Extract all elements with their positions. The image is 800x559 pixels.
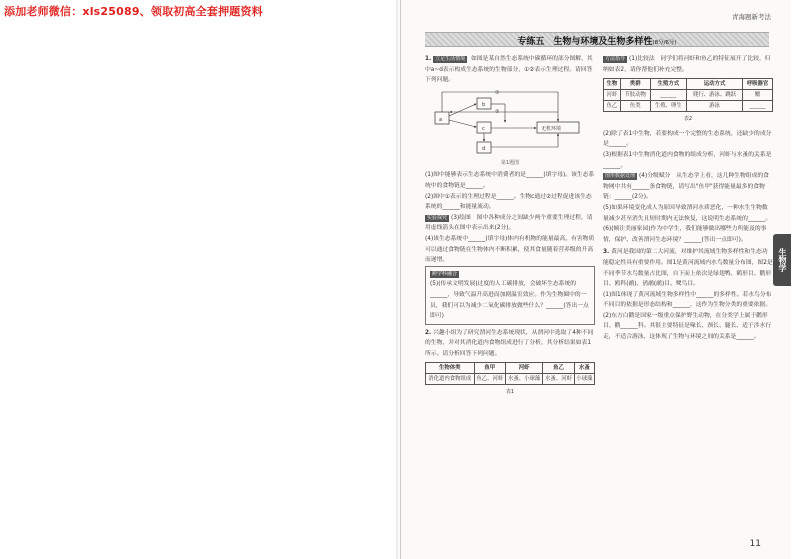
table-row [426,374,595,385]
q2-part-3: (3)根据表1中生物消化道内食物的组成分析，河虾与水蚤的关系是______。 [603,151,772,169]
q1-part-2: (2)图中①表示的生理过程是______。生物c通过②过程促进该生态系统的______和能量流动。 [425,193,592,211]
book-page [400,0,791,559]
section-title-text: 专练五 生物与环境及生物多样性 [517,37,653,47]
q2-part-4-tag: 图形数据处理 [605,173,636,180]
table-cell: 水蚤、河虾 [543,374,575,385]
q2-part-1-tag: 方法指导 [605,56,626,62]
table-cell: 生殖、卵生 [650,101,686,112]
table-header-cell: 鱼甲 [474,363,506,374]
q1-part-1: (1)图中能够表示生态系统中消费者的是______(填字母)。该生态系统中的食物链是______。 [425,172,595,189]
table-header-cell: 呼吸器官 [743,79,773,90]
table-cell: ______ [743,101,773,112]
diagram-arrows [433,88,583,156]
node-a-label: a [439,116,443,123]
q3-part-1: (1)图1体现了黄河流域生物多样性中______的多样性。若水鸟分布不同目的依据是形态结构和______，这作为生物分类的重要依据。 [603,291,772,309]
table-header-cell: 生物 [604,79,621,90]
q2-part-6: (6)(倾注美丽家园)作为中学生，我们能够做出哪些力所能及的事情，保护、改善渭河生态环境？______(答出一点即可)。 [603,226,767,243]
right-column [603,54,773,343]
table-header-cell: 生殖方式 [650,79,686,90]
page-header: 青海题新考法 [732,13,771,21]
q1-part-5: (5)(传承文明发展)过度的人工碳排放，会破坏生态系统的______，导致气温升高进而加剧温室效应。作为生物圈中的一员，我们可以为减少二氧化碳排放做些什么？______(答出一点即可) [430,281,589,320]
q2-part-2: (2)除了表1中生物，若要构成一个完整的生态系统，还缺少的成分是______。 [603,130,772,148]
table-2 [603,78,773,112]
table-cell: 小球藻 [574,374,594,385]
subject-side-tab: 生物学 [773,234,791,286]
process-2-label: ② [495,108,500,115]
table-header-cell: 河虾 [506,363,543,374]
table-header-cell: 水蚤 [574,363,594,374]
section-score-note: (8分/6分) [652,40,677,46]
diagram-caption: 第1题图 [500,159,520,166]
table-row [426,363,595,374]
question-intro: 黄河是我国的第二大河流，对维护其流域生物多样性和生态功能稳定性具有重要作用。图1是黄河流域内水鸟数量分布图，图2是不同季节水鸟数量占比图，自下而上依次是绿翅鸭、鹤形目、鹳形目、鸥科(鹬)、鸻鹬(鹬)目、鹭鸟目。 [603,249,773,288]
table-cell: 游泳 [687,101,743,112]
page-number: 11 [749,539,761,549]
q2-part-1 [603,54,773,75]
table-cell: 水蚤、小球藻 [506,374,543,385]
table-header-cell: 类群 [620,79,650,90]
carbon-cycle-diagram [433,88,583,156]
node-b-label: b [482,101,486,108]
q1-part-5-box [425,266,595,325]
q1-part-4: (4)该生态系统中______(填字母)体内有机物的能量最高，有害物质可以通过食物链在生物体内不断积累，使其食量随着营养级的升高而递增。 [425,235,595,264]
q3-part-2: (2)东方白鹳是国家一级重点保护野生动物，在分类学上属于鹳形目、鹳______科。其很主要特征是喙长、颈长、腿长、适于涉水行走，不适合游泳，这体现了生物与环境之间的关系是______。 [603,312,772,341]
table-header-cell: 鱼乙 [543,363,575,374]
q1-part-3-tag: 实验探究 [427,214,448,221]
question-1 [425,54,595,86]
process-1-label: ① [495,89,500,96]
q1-part-5-tag: 跨学科融合 [432,270,458,277]
table-row [604,90,773,101]
q2-part-5: (5)如果环境变化成人为原因导致渭河水质恶化，一种水生生物数量减少甚至消失且短时期内无法恢复，这说明生态系统的______。 [603,204,772,222]
section-title [425,34,769,47]
table-cell: 消化道内食物组成 [426,374,475,385]
q2-part-4-text: (4)分级赋分 从生态学上看，这几种生物组成的食物网中共有______条食物链，请写出"鱼甲"获得能量最多的食物链：______(2分)。 [603,173,769,201]
table-cell: 鱼类 [620,101,650,112]
question-intro: 兴趣小组为了研究渭河生态系统现状，从渭河中选取了4种不同的生物，并对其消化道内食物组成进行了分析，其分析结果如表1所示。请分析回答下列问题。 [425,329,594,357]
table-2-caption: 表2 [683,116,693,123]
node-c-label: c [482,125,485,132]
q1-part-3 [425,213,595,234]
q2-part-1-text: (1)比较法 同学们将河虾和鱼乙的特征展开了比较，归纳如表2，请你帮他们补充完整。 [603,56,771,73]
question-intro: 如图是某自然生态系统中碳循环的部分图解，其中a~d表示构成生态系统的生物部分，①②表示生理过程。请回答下列问题。 [425,56,593,84]
question-3 [603,247,773,289]
question-2 [425,328,595,360]
q1-part-3-text: (3)绘图 图中各种成分之间缺少两个重要生理过程，请用虚线箭头在图中表示出来(2分)。 [425,214,593,232]
section-banner [425,32,769,47]
table-header-cell: 生物体类 [426,363,475,374]
question-number: 1. [425,56,432,62]
q2-part-4 [603,171,773,203]
left-column [425,54,595,402]
question-number: 3. [603,249,610,256]
question-number: 2. [425,329,432,336]
environment-label: 无机环境 [541,125,562,132]
table-1 [425,362,595,385]
table-cell: 鱼乙、河虾 [474,374,506,385]
table-row [604,101,773,112]
table-row [604,79,773,90]
table-1-caption: 表1 [505,389,515,396]
table-cell: 鳃 [743,90,773,101]
table-header-cell: 运动方式 [687,79,743,90]
question-tag: 立足生活情境 [435,56,466,62]
table-cell: 鱼乙 [604,101,621,112]
table-cell: 节肢动物 [620,90,650,101]
node-d-label: d [482,145,486,152]
table-cell: 河虾 [604,90,621,101]
table-cell: ______ [650,90,686,101]
table-cell: 爬行、游泳、跳跃 [687,90,743,101]
watermark-text: 添加老师微信：xls25089、领取初高全套押题资料 [4,5,263,18]
